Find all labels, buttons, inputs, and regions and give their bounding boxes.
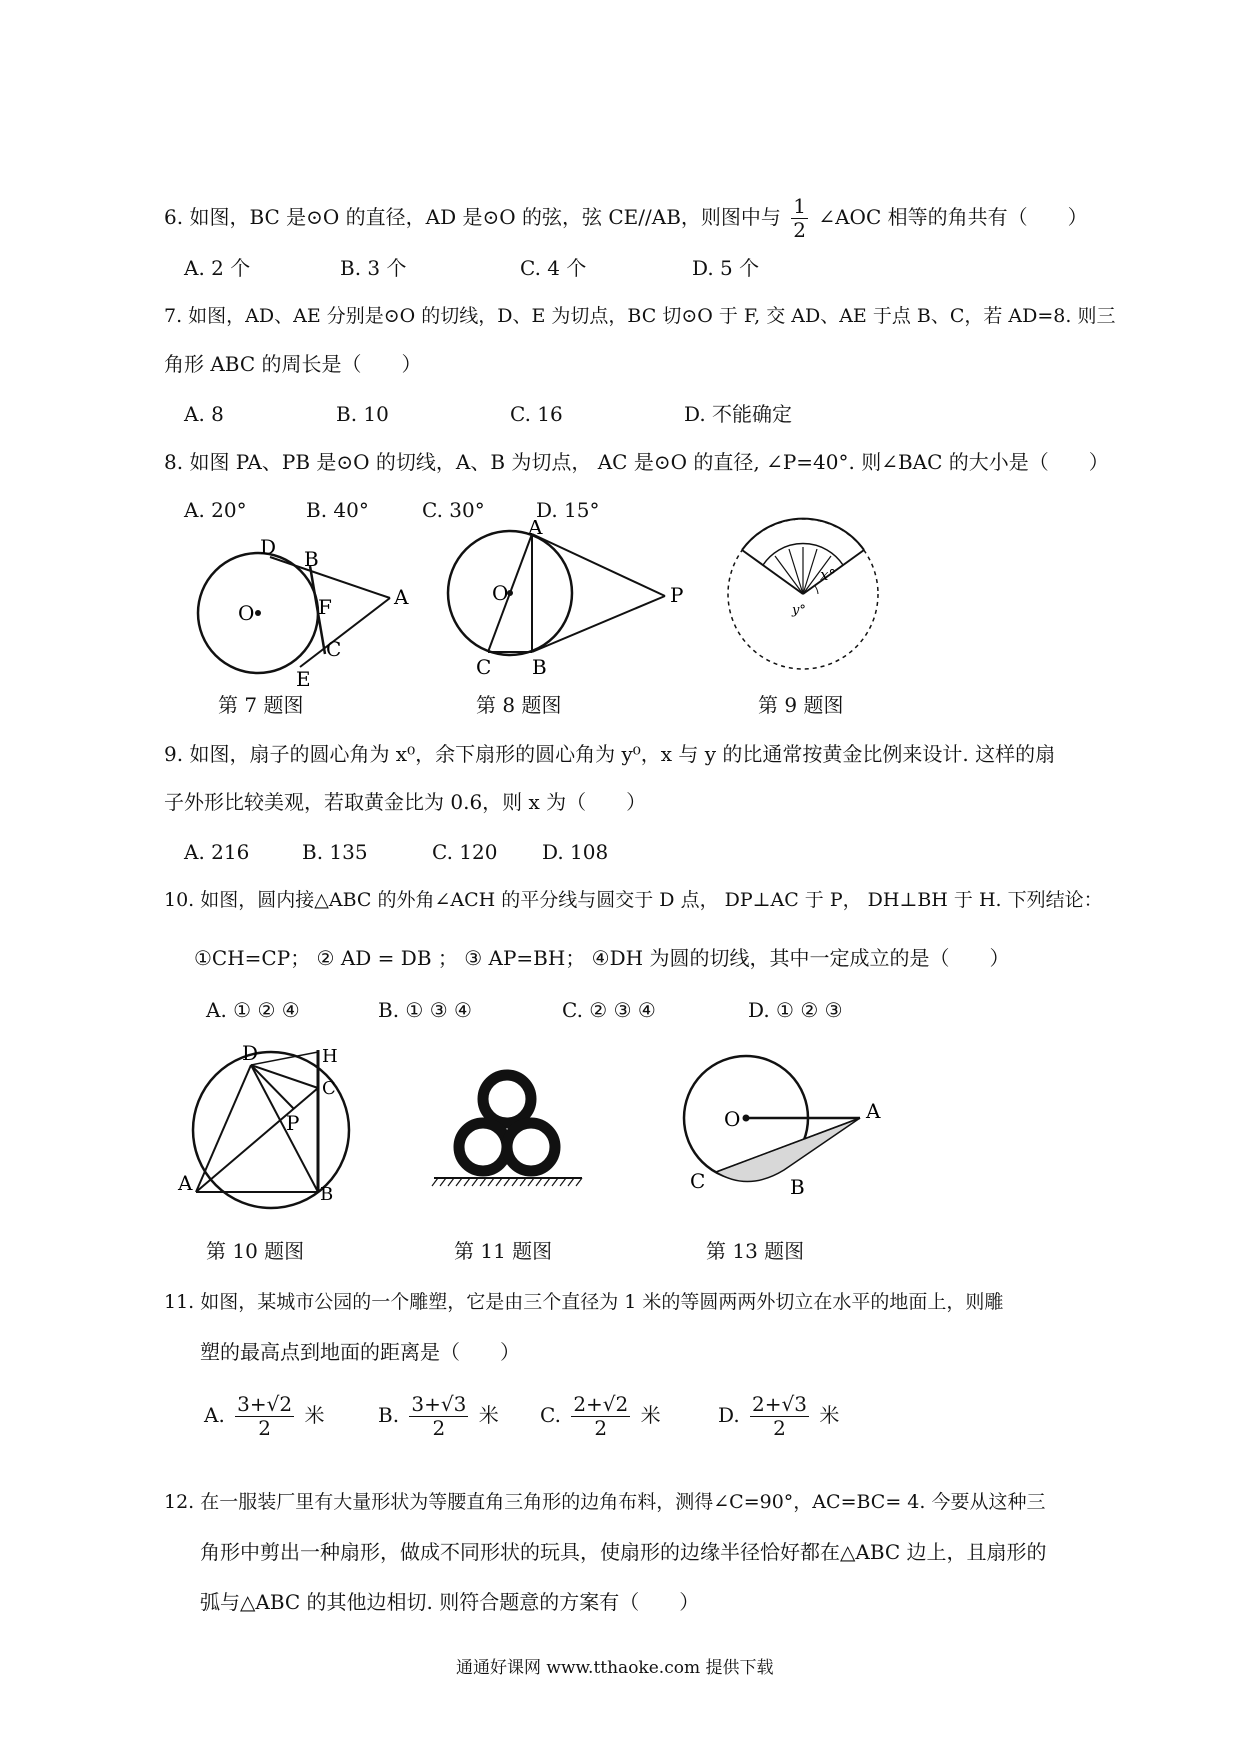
q11-option-d-den: 2 — [773, 1416, 786, 1440]
figure-11-caption: 第 11 题图 — [454, 1239, 553, 1263]
figure-10-caption: 第 10 题图 — [206, 1239, 305, 1263]
fig10-label-b: B — [320, 1184, 334, 1205]
fig8-label-a: A — [528, 520, 543, 539]
figure-7 — [180, 538, 420, 688]
q12-line-2: 角形中剪出一种扇形，做成不同形状的玩具，使扇形的边缘半径恰好都在△ABC 边上，且扇形的 — [200, 1540, 1047, 1564]
figure-9 — [720, 516, 890, 676]
q11-option-b-den: 2 — [432, 1416, 446, 1440]
q7-option-a: A. 8 — [184, 402, 224, 426]
q9-option-c: C. 120 — [432, 840, 498, 864]
q6-frac-den: 2 — [793, 218, 806, 242]
q11-option-c-num: 2+√2 — [573, 1392, 629, 1416]
figure-8-caption: 第 8 题图 — [476, 693, 562, 717]
page-footer: 通通好课网 www.tthaoke.com 提供下载 — [456, 1658, 774, 1678]
q11-option-d-letter: D. — [718, 1403, 740, 1427]
q10-option-a: A. ① ② ④ — [206, 998, 300, 1022]
q10-option-b: B. ① ③ ④ — [378, 998, 472, 1022]
q11-option-b-unit: 米 — [478, 1403, 499, 1427]
q11-option-d — [718, 1394, 839, 1439]
q8-option-b: B. 40° — [306, 498, 369, 522]
q8-option-a: A. 20° — [184, 498, 247, 522]
fig7-label-a: A — [394, 585, 409, 609]
figure-13-caption: 第 13 题图 — [706, 1239, 805, 1263]
q8-option-c: C. 30° — [422, 498, 485, 522]
fig13-label-c: C — [690, 1169, 706, 1193]
fig10-label-c: C — [322, 1078, 336, 1099]
q7-line-2: 角形 ABC 的周长是（ ） — [164, 352, 422, 376]
q12-line-3: 弧与△ABC 的其他边相切. 则符合题意的方案有（ ） — [200, 1590, 700, 1614]
figure-7-caption: 第 7 题图 — [218, 693, 304, 717]
fig10-label-p: P — [286, 1111, 300, 1135]
q11-option-b-num: 3+√3 — [411, 1392, 467, 1416]
q7-option-d: D. 不能确定 — [684, 402, 793, 426]
q11-option-a — [204, 1394, 324, 1439]
q7-line-1: 7. 如图，AD、AE 分别是⊙O 的切线，D、E 为切点，BC 切⊙O 于 F, 交 AD、AE 于点 B、C，若 AD=8. 则三 — [164, 305, 1116, 327]
fig7-label-c: C — [326, 637, 342, 661]
figure-10 — [176, 1040, 376, 1210]
q7-option-c: C. 16 — [510, 402, 563, 426]
fig10-label-d: D — [242, 1041, 259, 1065]
q6-option-c: C. 4 个 — [520, 256, 587, 280]
q9-line-2: 子外形比较美观，若取黄金比为 0.6，则 x 为（ ） — [164, 790, 647, 814]
q9-option-b: B. 135 — [302, 840, 368, 864]
q7-option-b: B. 10 — [336, 402, 389, 426]
fig13-label-o: O — [724, 1107, 741, 1131]
q11-line-1: 11. 如图，某城市公园的一个雕塑，它是由三个直径为 1 米的等圆两两外切立在水平的地面上，则雕 — [164, 1291, 1004, 1313]
q9-line-1: 9. 如图，扇子的圆心角为 x⁰，余下扇形的圆心角为 y⁰，x 与 y 的比通常按黄金比例来设计. 这样的扇 — [164, 742, 1056, 766]
q11-option-c-den: 2 — [594, 1416, 608, 1440]
q6-stem — [164, 196, 1088, 241]
q6-stem-post: ∠AOC 相等的角共有（ ） — [818, 205, 1088, 229]
q6-option-a: A. 2 个 — [184, 256, 251, 280]
q11-option-c — [540, 1394, 661, 1439]
q11-line-2: 塑的最高点到地面的距离是（ ） — [200, 1340, 520, 1364]
q11-option-d-num: 2+√3 — [752, 1392, 807, 1416]
q10-option-c: C. ② ③ ④ — [562, 998, 656, 1022]
q11-option-c-letter: C. — [540, 1403, 561, 1427]
fig13-label-a: A — [866, 1099, 881, 1123]
q11-option-a-num: 3+√2 — [237, 1392, 293, 1416]
figure-9-caption: 第 9 题图 — [758, 693, 844, 717]
q11-option-d-unit: 米 — [819, 1403, 840, 1427]
fig10-label-h: H — [322, 1046, 338, 1067]
fig10-label-a: A — [178, 1171, 193, 1195]
q8-line-1: 8. 如图 PA、PB 是⊙O 的切线，A、B 为切点， AC 是⊙O 的直径, ∠P=40°. 则∠BAC 的大小是（ ） — [164, 450, 1109, 474]
figure-13 — [680, 1052, 890, 1212]
q11-option-a-letter: A. — [204, 1403, 225, 1427]
q11-option-a-unit: 米 — [304, 1403, 325, 1427]
q6-option-b: B. 3 个 — [340, 256, 407, 280]
q10-option-d: D. ① ② ③ — [748, 998, 843, 1022]
fig7-label-f: F — [318, 595, 332, 619]
fig8-label-o: O — [492, 581, 509, 605]
fig9-label-y: y° — [792, 603, 806, 618]
fig13-label-b: B — [790, 1175, 805, 1199]
q11-option-c-unit: 米 — [640, 1403, 661, 1427]
q11-option-a-den: 2 — [258, 1416, 272, 1440]
fig8-label-c: C — [476, 655, 492, 679]
q11-option-b-letter: B. — [378, 1403, 400, 1427]
q6-frac-num: 1 — [793, 194, 806, 218]
fig7-label-b: B — [304, 547, 319, 571]
fig7-label-o: O — [238, 601, 255, 625]
q6-stem-pre: 6. 如图，BC 是⊙O 的直径，AD 是⊙O 的弦，弦 CE//AB，则图中与 — [164, 205, 781, 229]
q10-line-1: 10. 如图，圆内接△ABC 的外角∠ACH 的平分线与圆交于 D 点， DP⊥AC 于 P， DH⊥BH 于 H. 下列结论： — [164, 889, 1103, 911]
q6-option-d: D. 5 个 — [692, 256, 760, 280]
q9-option-a: A. 216 — [184, 840, 250, 864]
q9-option-d: D. 108 — [542, 840, 609, 864]
fig8-label-b: B — [532, 655, 547, 679]
q8-option-d: D. 15° — [536, 498, 600, 522]
fig9-label-x: x° — [820, 566, 836, 584]
q11-option-b — [378, 1394, 499, 1439]
fig7-label-d: D — [260, 538, 277, 559]
fig7-label-e: E — [296, 667, 311, 688]
q12-line-1: 12. 在一服装厂里有大量形状为等腰直角三角形的边角布料，测得∠C=90°，AC=BC= 4. 今要从这种三 — [164, 1491, 1046, 1513]
fig8-label-p: P — [670, 583, 684, 607]
q10-line-2: ①CH=CP； ② AD = DB ； ③ AP=BH； ④DH 为圆的切线，其中一定成立的是（ ） — [194, 946, 1010, 970]
figure-8 — [440, 520, 700, 680]
figure-11 — [428, 1066, 588, 1202]
q6-fraction — [791, 196, 808, 241]
